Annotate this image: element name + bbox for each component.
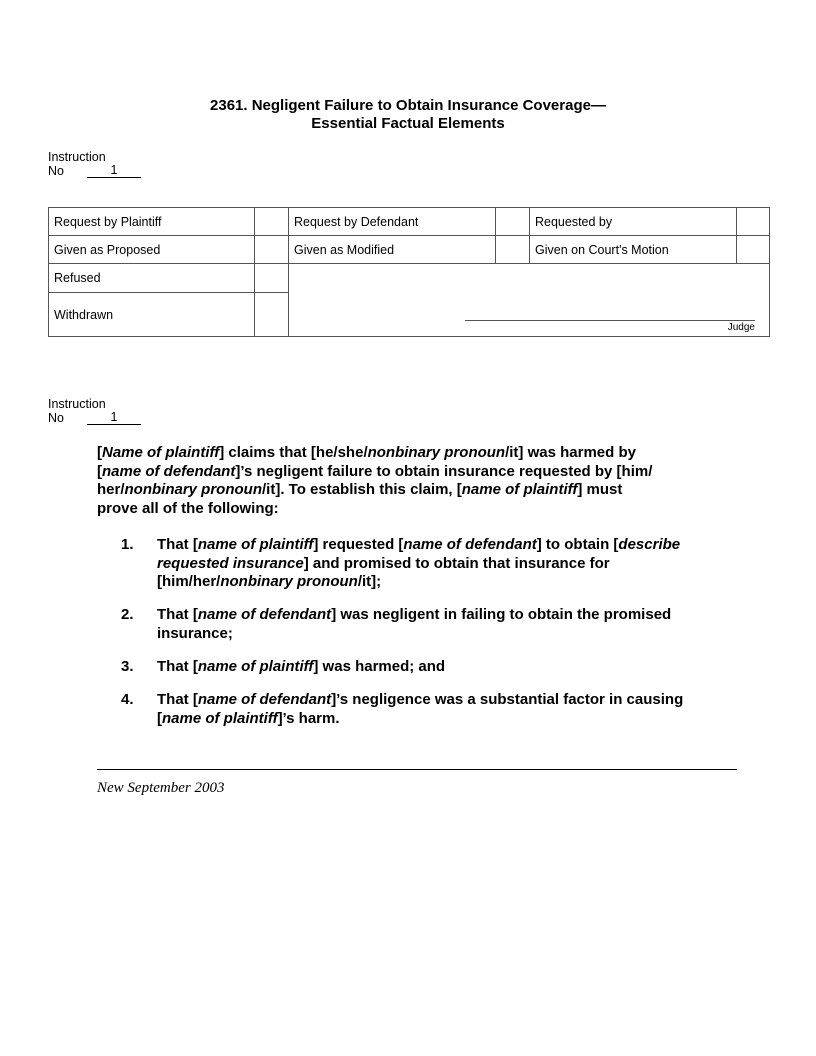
refused-label: Refused	[49, 264, 255, 293]
instruction-number-top	[48, 150, 141, 178]
given-as-modified-box[interactable]	[496, 236, 530, 264]
instruction-no-value: 1	[87, 411, 141, 425]
given-on-courts-motion-box[interactable]	[737, 236, 770, 264]
element-number: 4.	[121, 691, 134, 709]
element-number: 2.	[121, 606, 134, 624]
instruction-no-value: 1	[87, 164, 141, 178]
element-item-3: 3. That [name of plaintiff] was harmed; and	[121, 657, 446, 675]
instruction-number-bottom	[48, 397, 141, 425]
element-item-1: 1. That [name of plaintiff] requested [name of defendant] to obtain [describe requested insurance] and promised to obtain that insurance for [him/her/nonbinary pronoun/it];	[121, 536, 681, 591]
title-line-1: 2361. Negligent Failure to Obtain Insurance Coverage—	[210, 97, 606, 114]
instruction-no-label: No	[48, 411, 64, 425]
intro-line-4: prove all of the following:	[97, 499, 279, 517]
instruction-no-label: No	[48, 164, 64, 178]
withdrawn-label: Withdrawn	[49, 293, 255, 337]
judge-signature-line[interactable]	[465, 320, 755, 321]
request-by-defendant-box[interactable]	[496, 208, 530, 236]
requested-by-box[interactable]	[737, 208, 770, 236]
given-as-modified-label: Given as Modified	[289, 236, 496, 264]
instruction-intro	[97, 444, 737, 518]
request-by-plaintiff-label: Request by Plaintiff	[49, 208, 255, 236]
disposition-table	[48, 207, 770, 337]
page-title	[0, 97, 816, 133]
request-by-plaintiff-box[interactable]	[255, 208, 289, 236]
instruction-label: Instruction	[48, 397, 106, 411]
refused-box[interactable]	[255, 264, 289, 293]
intro-line-2: [name of defendant]’s negligent failure to obtain insurance requested by [him/	[97, 462, 653, 480]
intro-line-1: [Name of plaintiff] claims that [he/she/nonbinary pronoun/it] was harmed by	[97, 444, 636, 461]
title-line-2: Essential Factual Elements	[311, 115, 505, 132]
footer-divider	[97, 769, 737, 770]
elements-list	[97, 536, 737, 743]
withdrawn-box[interactable]	[255, 293, 289, 337]
intro-line-3: her/nonbinary pronoun/it]. To establish this claim, [name of plaintiff] must	[97, 481, 623, 499]
given-as-proposed-box[interactable]	[255, 236, 289, 264]
judge-label: Judge	[727, 322, 755, 333]
given-as-proposed-label: Given as Proposed	[49, 236, 255, 264]
element-item-4: 4. That [name of defendant]’s negligence was a substantial factor in causing [name of plaintiff]’s harm.	[121, 691, 684, 727]
requested-by-label: Requested by	[530, 208, 737, 236]
request-by-defendant-label: Request by Defendant	[289, 208, 496, 236]
instruction-label: Instruction	[48, 150, 106, 164]
element-item-2: 2. That [name of defendant] was negligent in failing to obtain the promised insurance;	[121, 606, 672, 642]
given-on-courts-motion-label: Given on Court's Motion	[530, 236, 737, 264]
element-number: 3.	[121, 657, 134, 675]
history-note: New September 2003	[97, 780, 225, 796]
judge-signature-area	[289, 264, 770, 337]
element-number: 1.	[121, 536, 134, 553]
